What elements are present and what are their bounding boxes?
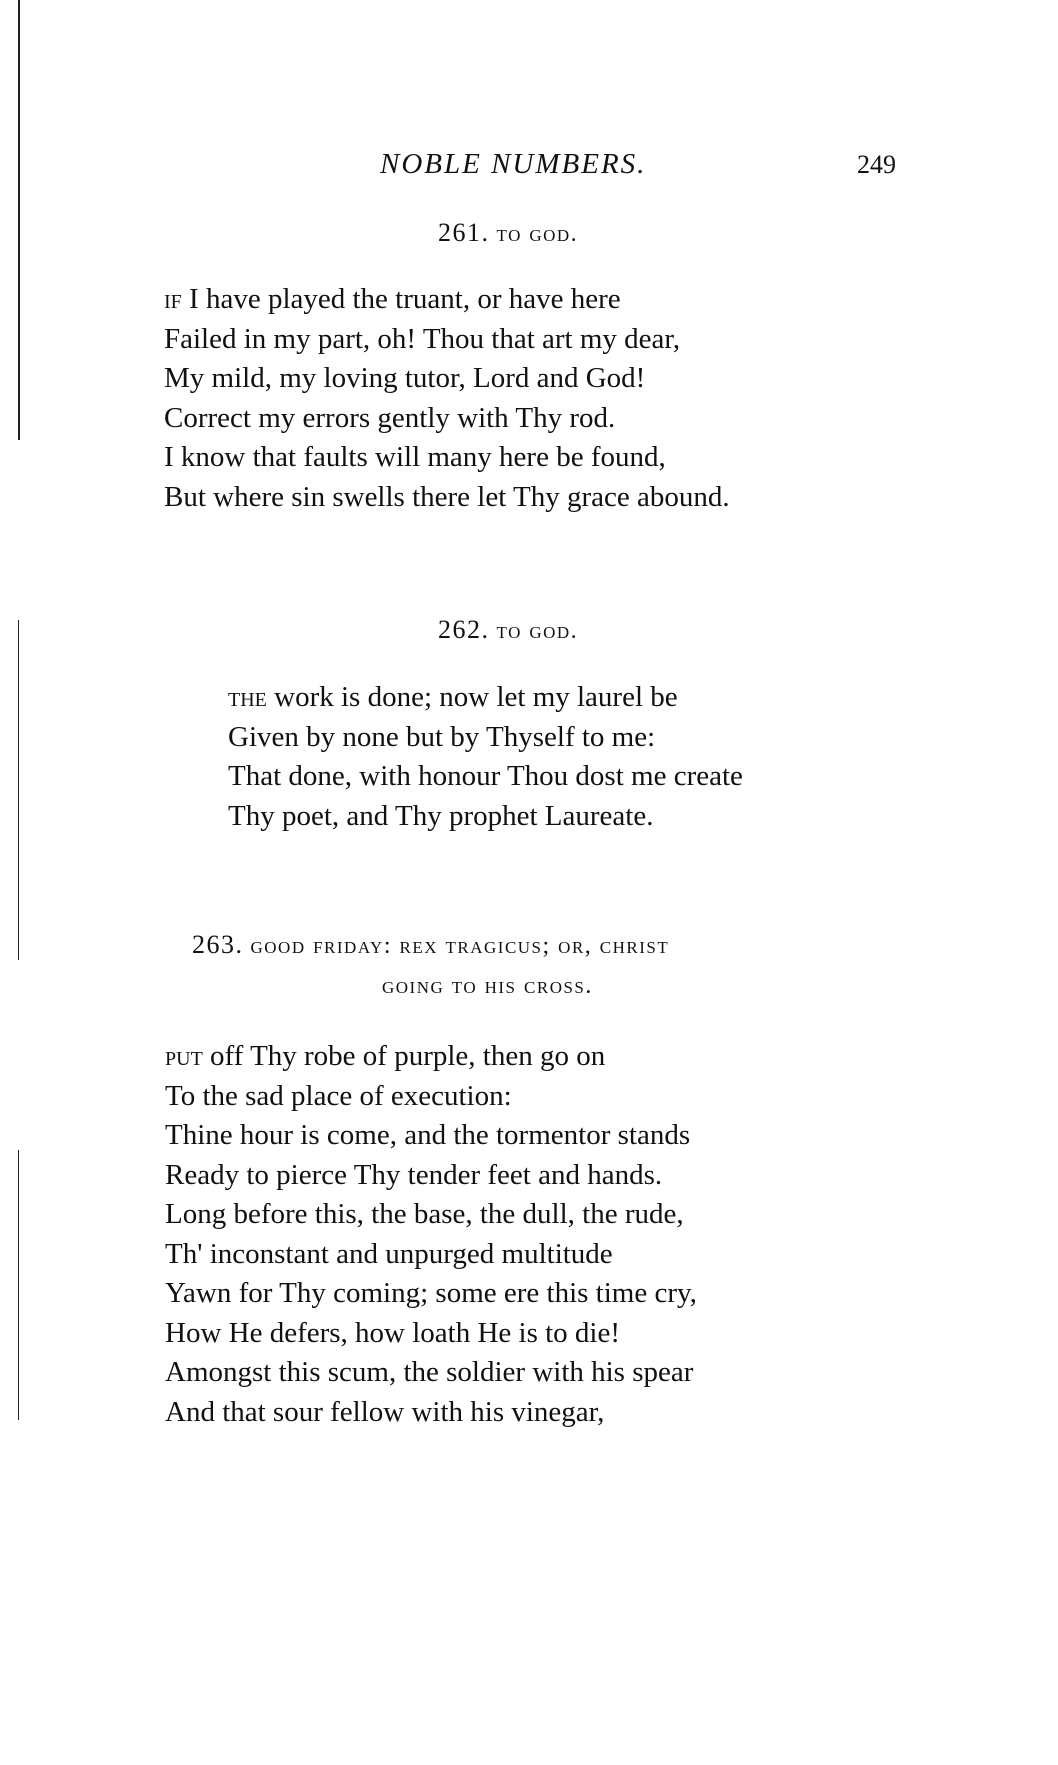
poem-line bbox=[164, 280, 730, 320]
poem-261-body bbox=[164, 280, 730, 517]
first-word: if bbox=[164, 283, 182, 315]
first-line-text: I have played the truant, or have here bbox=[181, 283, 621, 315]
first-line-text: off Thy robe of purple, then go on bbox=[202, 1040, 606, 1072]
poem-line bbox=[165, 1037, 697, 1077]
poem-line: My mild, my loving tutor, Lord and God! bbox=[164, 362, 646, 394]
poem-line: Thine hour is come, and the tormentor stands bbox=[165, 1119, 691, 1151]
poem-line: Given by none but by Thyself to me: bbox=[228, 720, 656, 753]
poem-title-line-2: going to his cross. bbox=[382, 973, 593, 999]
poem-263-heading bbox=[192, 930, 669, 960]
poem-line: That done, with honour Thou dost me create bbox=[228, 760, 743, 792]
poem-262-heading bbox=[438, 615, 578, 645]
poem-line: Yawn for Thy coming; some ere this time cry, bbox=[165, 1277, 697, 1309]
poem-line: And that sour fellow with his vinegar, bbox=[165, 1395, 605, 1428]
poem-line: Thy poet, and Thy prophet Laureate. bbox=[228, 799, 654, 832]
poem-263-body bbox=[165, 1037, 697, 1432]
poem-number: 262. bbox=[438, 615, 490, 644]
poem-line: Ready to pierce Thy tender feet and hands. bbox=[165, 1158, 663, 1191]
page-number: 249 bbox=[857, 150, 896, 179]
first-line-text: work is done; now let my laurel be bbox=[266, 681, 678, 713]
poem-263-heading-line-2 bbox=[382, 973, 593, 1000]
poem-line: To the sad place of execution: bbox=[165, 1079, 512, 1112]
running-head: NOBLE NUMBERS. bbox=[380, 148, 647, 180]
poem-title-line-1: good friday: rex tragicus; or, christ bbox=[250, 933, 670, 959]
poem-line: I know that faults will many here be found, bbox=[164, 441, 666, 473]
poem-line: Long before this, the base, the dull, the rude, bbox=[165, 1198, 684, 1230]
poem-number: 263. bbox=[192, 930, 244, 959]
scan-edge-mark bbox=[18, 1150, 19, 1420]
scan-edge-mark bbox=[18, 0, 20, 440]
first-word: the bbox=[228, 681, 267, 713]
poem-title: to god. bbox=[496, 221, 579, 247]
poem-line: Amongst this scum, the soldier with his spear bbox=[165, 1356, 694, 1388]
poem-261-heading bbox=[438, 218, 578, 248]
poem-line: Correct my errors gently with Thy rod. bbox=[164, 401, 616, 434]
poem-262-body bbox=[228, 678, 743, 836]
poem-line: But where sin swells there let Thy grace abound. bbox=[164, 480, 730, 513]
poem-line bbox=[228, 678, 743, 718]
scan-edge-mark bbox=[18, 620, 19, 960]
first-word: put bbox=[165, 1040, 203, 1072]
poem-number: 261. bbox=[438, 218, 490, 247]
poem-line: Th' inconstant and unpurged multitude bbox=[165, 1237, 613, 1270]
poem-line: How He defers, how loath He is to die! bbox=[165, 1316, 621, 1349]
poem-line: Failed in my part, oh! Thou that art my dear, bbox=[164, 322, 681, 355]
poem-title: to god. bbox=[496, 618, 579, 644]
